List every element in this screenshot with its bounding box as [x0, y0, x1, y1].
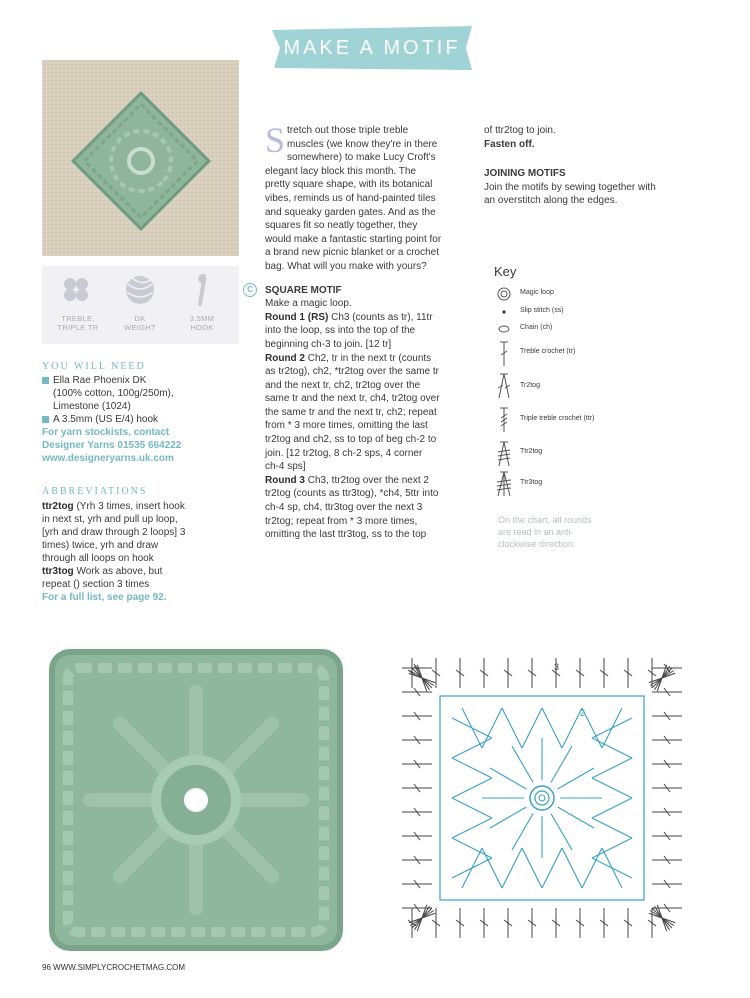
abbreviations-list — [42, 500, 242, 604]
key-row-treble — [494, 340, 634, 356]
key-label: Triple treble crochet (ttr) — [520, 415, 595, 422]
round-2-text: same tr and the next tr, ch4, tr2tog over — [265, 393, 440, 405]
key-label: Ttr3tog — [520, 479, 543, 486]
hook-icon — [174, 274, 230, 306]
key-row-magic-loop — [494, 286, 634, 302]
motif-closeup-image — [40, 642, 350, 960]
intro-line: would make a fantastic starting point for — [265, 233, 442, 245]
abbr-ttr2tog-def-line: in next st, yrh and pull up loop, — [42, 514, 178, 525]
key-label: Treble crochet (tr) — [520, 348, 576, 355]
key-label: Chain (ch) — [520, 324, 553, 331]
key-label: Slip stitch (ss) — [520, 307, 564, 314]
stockists-website-link[interactable]: www.designeryarns.uk.com — [42, 453, 174, 464]
spec-stitch — [50, 274, 106, 332]
key-label: Ttr2tog — [520, 448, 543, 455]
round-3-marker: 3 — [554, 662, 560, 672]
key-row-tr2tog — [494, 372, 634, 388]
pattern-start: Make a magic loop. — [265, 298, 352, 310]
round-3-text: tr2tog; repeat from * 3 more times, — [265, 515, 418, 527]
key-row-chain — [494, 322, 634, 338]
finishing-column — [484, 124, 714, 208]
material-yarn-detail: (100% cotton, 100g/250m), — [53, 388, 174, 399]
abbr-ttr3tog-def-line: repeat () section 3 times — [42, 579, 150, 590]
intro-line: bag. What will you make with yours? — [265, 260, 427, 272]
intro-line: squares fit so neatly together, they — [265, 220, 418, 232]
crochet-chart — [382, 638, 702, 958]
ttr2tog-icon — [494, 440, 514, 470]
key-row-triple-treble — [494, 406, 634, 422]
key-title: Key — [494, 264, 517, 279]
round-2-text: join. [12 tr2tog, 8 ch-2 sps, 4 corner — [265, 447, 423, 459]
magazine-url: WWW.SIMPLYCROCHETMAG.COM — [53, 963, 185, 972]
round-1-text: Ch3 (counts as tr), 11tr — [328, 311, 433, 323]
page-number: 96 — [42, 963, 51, 972]
crochet-chart-diagram — [382, 638, 702, 958]
chart-reading-note — [498, 514, 618, 550]
key-label: Magic loop — [520, 289, 554, 296]
material-yarn-colour: Limestone (1024) — [53, 401, 131, 412]
round-3-end: of ttr2tog to join. — [484, 125, 556, 136]
note-line: clockwise direction. — [498, 539, 576, 549]
materials-list — [42, 374, 242, 465]
abbr-ttr2tog-def-line: [yrh and draw through 2 loops] 3 — [42, 527, 186, 538]
tr2tog-icon — [494, 372, 514, 402]
spec-hook-label: 3.5MM HOOK — [189, 314, 215, 332]
round-2-text: the same tr and the next tr, ch2; repeat — [265, 406, 437, 418]
c-circle-icon: C — [243, 283, 257, 297]
yarn-ball-icon — [50, 274, 106, 306]
round-3-text: tr2tog (counts as ttr3tog), *ch4, 5ttr into — [265, 488, 439, 500]
fasten-off: Fasten off. — [484, 138, 535, 150]
spec-stitch-label: TREBLE, TRIPLE TR — [57, 314, 99, 332]
round-3-text: Ch3, ttr2tog over the next 2 — [305, 474, 429, 486]
abbr-ttr3tog-term: ttr3tog — [42, 566, 74, 577]
round-1-label: Round 1 (RS) — [265, 311, 329, 323]
pattern-column — [247, 120, 465, 542]
round-3-text: ch-4 sp, ch4, ttr3tog over the next 3 — [265, 502, 423, 514]
round-3-text: omitting the last ttr3tog, ss to the top — [265, 529, 427, 541]
full-list-link[interactable]: For a full list, see page 92. — [42, 592, 167, 603]
intro-line: pretty square shape, with its botanical — [265, 179, 433, 191]
material-hook: A 3.5mm (US E/4) hook — [42, 413, 242, 426]
joining-text: an overstitch along the edges. — [484, 195, 618, 207]
treble-crochet-icon — [494, 340, 514, 370]
abbr-ttr3tog-def: Work as above, but — [73, 566, 163, 577]
you-will-need-heading: YOU WILL NEED — [42, 361, 146, 372]
intro-line: elegant lacy block this month. The — [265, 165, 417, 177]
note-line: On the chart, all rounds — [498, 515, 592, 525]
intro-line: and squeaky garden gates. And as the — [265, 206, 436, 218]
key-row-slip-stitch — [494, 306, 634, 322]
joining-motifs-heading: JOINING MOTIFS — [484, 168, 566, 180]
round-3-label: Round 3 — [265, 474, 305, 486]
triple-treble-icon — [494, 406, 514, 436]
square-motif-heading-text: SQUARE MOTIF — [265, 284, 342, 296]
abbr-ttr2tog-def-line: through all loops on hook — [42, 553, 154, 564]
round-1-text: into the loop, ss into the top of the — [265, 325, 416, 337]
round-1-text: beginning ch-3 to join. [12 tr] — [265, 338, 392, 350]
round-2-text: ch-4 sps] — [265, 461, 306, 473]
spec-hook — [174, 274, 230, 332]
project-specs-panel — [42, 266, 239, 344]
abbr-ttr2tog-def-line: times) twice, yrh and draw — [42, 540, 159, 551]
round-2-marker: 2 — [580, 708, 586, 718]
dk-yarn-icon — [112, 274, 168, 306]
round-2-text: as tr2tog), ch2, *tr2tog over the same tr — [265, 366, 439, 378]
round-2-text: and the next tr, ch2, tr2tog over the — [265, 379, 421, 391]
intro-paragraph — [265, 120, 465, 274]
round-2-text: Ch2, tr in the next tr (counts — [305, 352, 432, 364]
round-2-label: Round 2 — [265, 352, 305, 364]
motif-photo-image — [42, 60, 239, 256]
abbr-ttr2tog-def: (Yrh 3 times, insert hook — [73, 501, 185, 512]
ttr3tog-icon — [494, 470, 514, 500]
abbr-ttr2tog-term: ttr2tog — [42, 501, 74, 512]
round-2-text: from * 3 more times, omitting the last — [265, 420, 428, 432]
square-motif-heading — [247, 284, 465, 298]
intro-line: muscles (we know they're in there — [287, 138, 438, 150]
dropcap: S — [265, 120, 286, 160]
joining-text: Join the motifs by sewing together with — [484, 181, 656, 193]
spec-weight — [112, 274, 168, 332]
round-2-text: tr2tog and ch2, ss to top of beg ch-2 to — [265, 434, 437, 446]
intro-line: tretch out those triple treble — [287, 125, 409, 136]
intro-line: somewhere) to make Lucy Croft's — [287, 152, 436, 164]
intro-line: vibes, reminds us of hand-painted tiles — [265, 192, 436, 204]
chart-key — [494, 264, 634, 486]
key-label: Tr2tog — [520, 382, 540, 389]
key-row-ttr2tog — [494, 440, 634, 456]
page-footer — [42, 963, 185, 972]
intro-line: a brand new picnic blanket or a crochet — [265, 247, 439, 259]
motif-closeup-photo — [40, 642, 350, 960]
material-yarn: Ella Rae Phoenix DK — [42, 374, 242, 387]
title-banner — [272, 24, 472, 72]
banner-title: MAKE A MOTIF — [283, 37, 461, 59]
abbreviations-heading: ABBREVIATIONS — [42, 486, 148, 497]
stockists-phone: Designer Yarns 01535 664222 — [42, 440, 182, 451]
stockists-text: For yarn stockists, contact — [42, 427, 170, 438]
note-line: are read in an anti- — [498, 527, 574, 537]
motif-photo-on-linen — [42, 60, 239, 256]
spec-weight-label: DK WEIGHT — [124, 314, 156, 332]
key-row-ttr3tog — [494, 470, 634, 486]
